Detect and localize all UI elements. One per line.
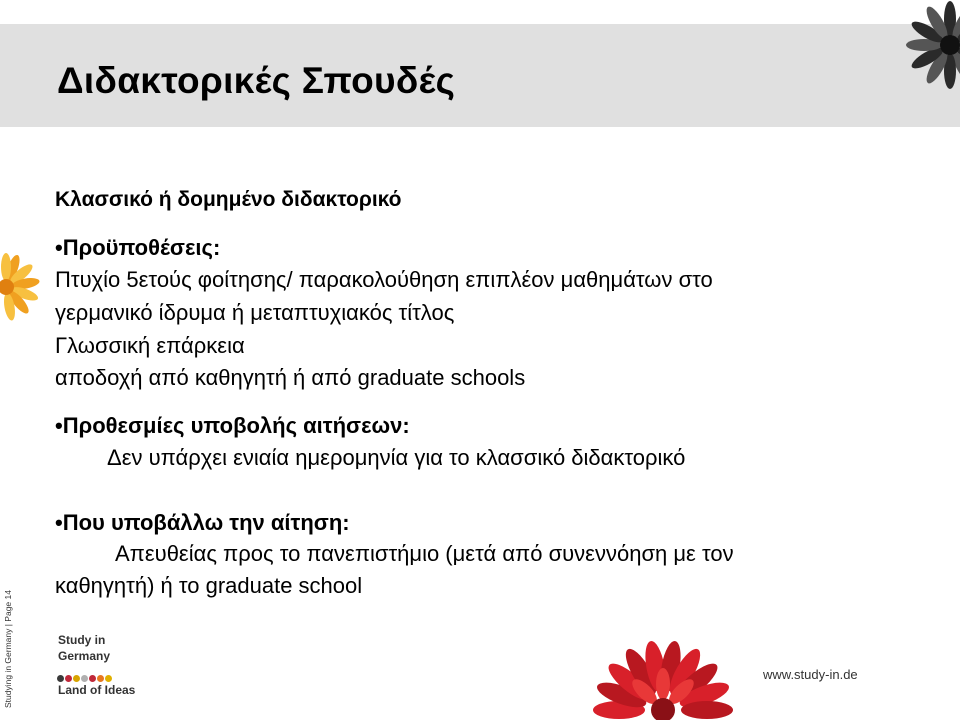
submission-line: καθηγητή) ή το graduate school xyxy=(55,573,363,598)
dark-flower-decoration xyxy=(905,0,960,95)
logo-dot xyxy=(65,675,72,682)
logo-dot xyxy=(73,675,80,682)
logo-dot xyxy=(81,675,88,682)
page-label: Studying in Germany | Page 14 xyxy=(3,590,13,708)
website-url: www.study-in.de xyxy=(763,667,858,682)
submission-line: Απευθείας προς το πανεπιστήμιο (μετά από συνεννόηση με τον xyxy=(115,541,734,566)
deadlines-line: Δεν υπάρχει ενιαία ημερομηνία για το κλασσικό διδακτορικό xyxy=(107,445,686,470)
logo-line: Study in xyxy=(58,633,106,647)
prerequisites-line: Πτυχίο 5ετούς φοίτησης/ παρακολούθηση επιπλέον μαθημάτων στο xyxy=(55,267,713,292)
prerequisites-heading: •Προϋποθέσεις: xyxy=(55,235,221,260)
prerequisites-line: γερμανικό ίδρυμα ή μεταπτυχιακός τίτλος xyxy=(55,300,455,325)
prerequisites-line: Γλωσσική επάρκεια xyxy=(55,333,245,358)
logo-dot xyxy=(105,675,112,682)
logo-dot xyxy=(57,675,64,682)
logo-dot xyxy=(89,675,96,682)
logo-dots xyxy=(57,675,112,682)
red-flower-decoration xyxy=(588,640,738,720)
prerequisites-line: αποδοχή από καθηγητή ή από graduate schools xyxy=(55,365,526,390)
submission-heading: •Που υποβάλλω την αίτηση: xyxy=(55,510,350,535)
subtitle: Κλασσικό ή δομημένο διδακτορικό xyxy=(55,188,402,211)
logo-line: Germany xyxy=(58,649,111,663)
deadlines-heading: •Προθεσμίες υποβολής αιτήσεων: xyxy=(55,413,410,438)
slide-title: Διδακτορικές Σπουδές xyxy=(57,60,456,101)
logo-line: Land of Ideas xyxy=(58,683,136,697)
orange-flower-decoration xyxy=(0,248,40,326)
logo-dot xyxy=(97,675,104,682)
